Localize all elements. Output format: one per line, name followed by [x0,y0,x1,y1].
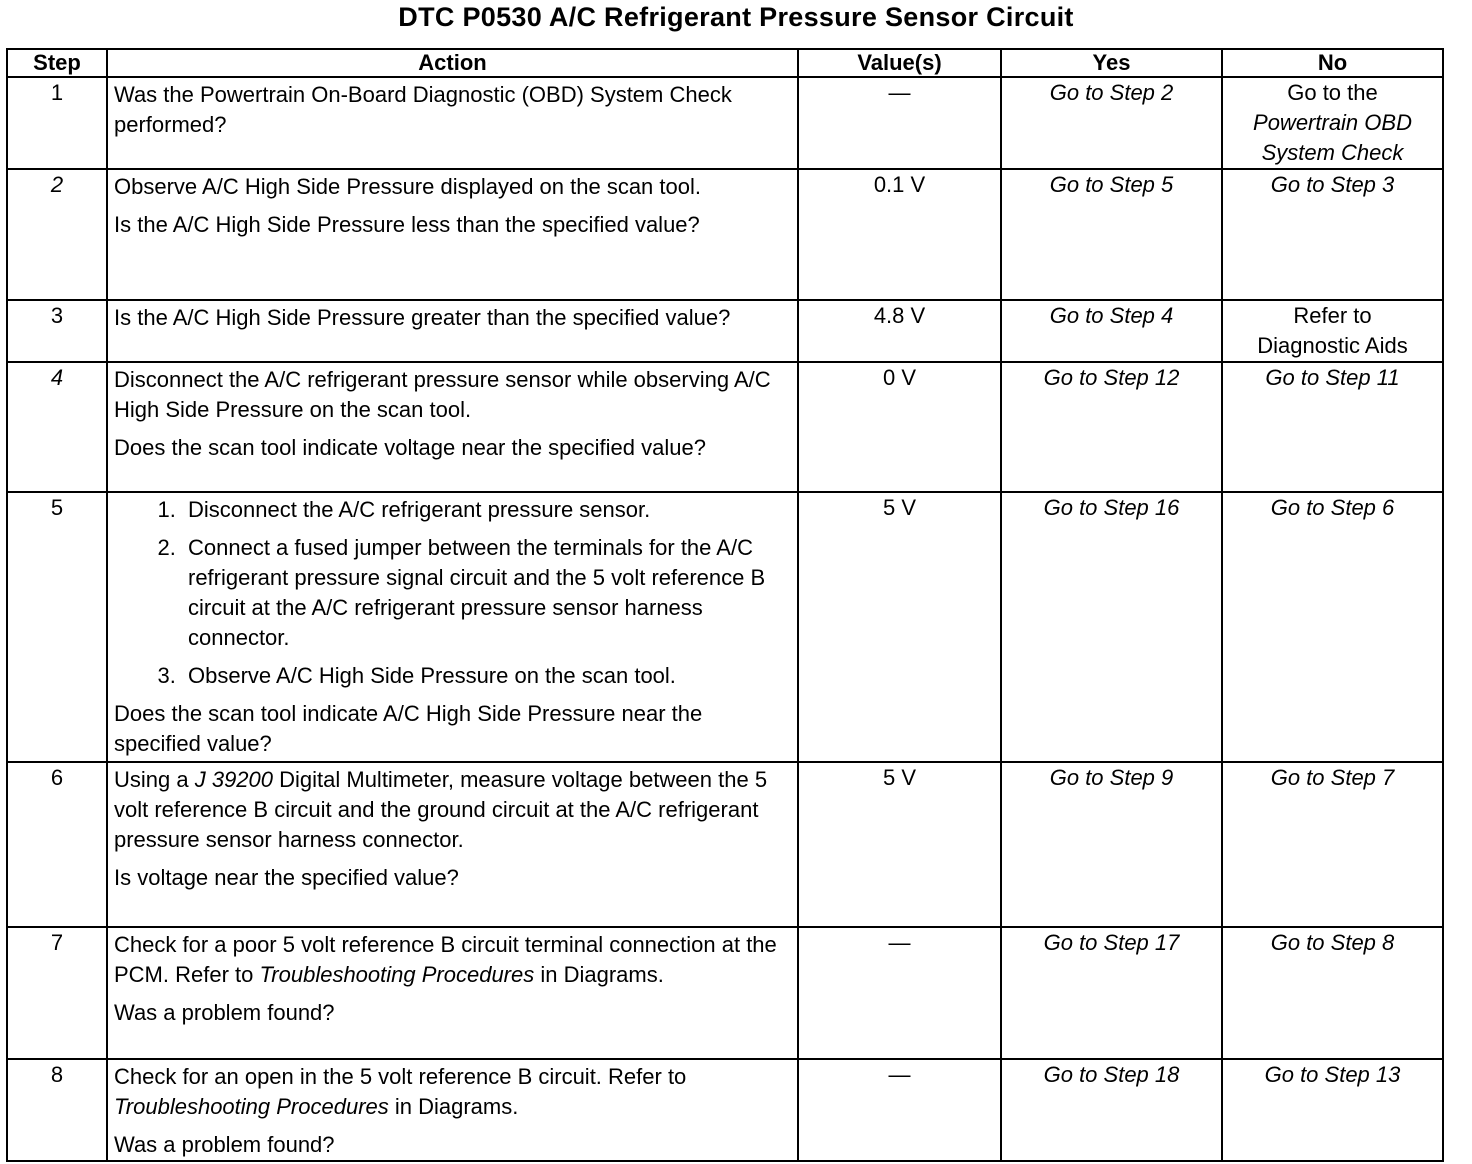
action-question: Was a problem found? [114,1132,335,1157]
tool-reference: J 39200 [194,767,274,792]
step-number: 8 [7,1059,107,1161]
action-text-part: in Diagrams. [388,1094,519,1119]
no-link[interactable]: Go to Step 6 [1222,492,1443,762]
no-link[interactable]: Go to Step 7 [1222,762,1443,927]
action-text [114,1062,791,1122]
procedure-reference[interactable]: Troubleshooting Procedures [259,962,535,987]
step-number: 3 [7,300,107,362]
yes-link[interactable]: Go to Step 17 [1001,927,1222,1059]
action-cell [107,762,798,927]
table-row [7,927,1443,1059]
action-cell [107,492,798,762]
action-question: Is voltage near the specified value? [114,865,459,890]
value-cell: 0.1 V [798,169,1001,300]
value-cell: 5 V [798,762,1001,927]
step-number: 2 [7,169,107,300]
yes-link[interactable]: Go to Step 2 [1001,77,1222,169]
table-header-row [7,49,1443,77]
action-text: Was the Powertrain On-Board Diagnostic (OBD) System Check performed? [114,82,732,137]
no-link[interactable]: Go to Step 8 [1222,927,1443,1059]
table-row [7,492,1443,762]
action-text-part: Digital Multimeter, measure voltage between the 5 volt reference B circuit and the ground circuit at the A/C refrigerant pressure sensor harness connector. [114,767,768,852]
action-text [114,930,791,990]
action-cell [107,169,798,300]
action-steps-list [114,495,791,691]
yes-link[interactable]: Go to Step 4 [1001,300,1222,362]
table-row [7,1059,1443,1161]
no-link[interactable]: Go to Step 3 [1222,169,1443,300]
value-cell: 0 V [798,362,1001,492]
no-link-line: System Check [1261,140,1404,165]
table-row [7,77,1443,169]
action-question: Does the scan tool indicate voltage near the specified value? [114,435,706,460]
action-text [114,765,791,855]
table-row [7,762,1443,927]
value-cell: — [798,77,1001,169]
action-text: Observe A/C High Side Pressure displayed on the scan tool. [114,174,701,199]
value-cell: — [798,927,1001,1059]
yes-link[interactable]: Go to Step 9 [1001,762,1222,927]
step-number: 7 [7,927,107,1059]
action-cell [107,1059,798,1161]
no-link[interactable] [1222,300,1443,362]
value-cell: — [798,1059,1001,1161]
header-action: Action [107,49,798,77]
yes-link[interactable]: Go to Step 16 [1001,492,1222,762]
value-cell: 4.8 V [798,300,1001,362]
step-number: 6 [7,762,107,927]
action-question: Does the scan tool indicate A/C High Side Pressure near the specified value? [114,701,703,756]
header-step: Step [7,49,107,77]
no-link[interactable] [1222,77,1443,169]
no-link-line: Diagnostic Aids [1257,333,1408,358]
action-question: Is the A/C High Side Pressure less than the specified value? [114,212,700,237]
step-number: 1 [7,77,107,169]
no-link-line: Refer to [1293,303,1372,328]
table-row [7,169,1443,300]
no-link-line: Go to the [1287,80,1378,105]
action-text: Disconnect the A/C refrigerant pressure sensor while observing A/C High Side Pressure on the scan tool. [114,367,771,422]
action-question: Was a problem found? [114,1000,335,1025]
action-cell [107,77,798,169]
yes-link[interactable]: Go to Step 18 [1001,1059,1222,1161]
header-yes: Yes [1001,49,1222,77]
table-row [7,300,1443,362]
action-cell [107,927,798,1059]
yes-link[interactable]: Go to Step 12 [1001,362,1222,492]
header-values: Value(s) [798,49,1001,77]
action-text-part: Using a [114,767,195,792]
list-item: 2. Connect a fused jumper between the terminals for the A/C refrigerant pressure signal circuit and the 5 volt reference B circuit at the A/C refrigerant pressure sensor harness connector. [182,533,791,653]
procedure-reference[interactable]: Troubleshooting Procedures [114,1094,389,1119]
action-question: Is the A/C High Side Pressure greater than the specified value? [114,305,731,330]
step-number: 5 [7,492,107,762]
step-number: 4 [7,362,107,492]
page-title: DTC P0530 A/C Refrigerant Pressure Sensor Circuit [398,2,1074,32]
action-cell [107,300,798,362]
action-text-part: Check for a poor 5 volt reference B circuit terminal connection at the PCM. Refer to [114,932,777,987]
table-row [7,362,1443,492]
no-link[interactable]: Go to Step 13 [1222,1059,1443,1161]
header-no: No [1222,49,1443,77]
list-item: 1. Disconnect the A/C refrigerant pressure sensor. [182,495,791,525]
yes-link[interactable]: Go to Step 5 [1001,169,1222,300]
action-text-part: in Diagrams. [534,962,664,987]
list-item: 3. Observe A/C High Side Pressure on the scan tool. [182,661,791,691]
action-text-part: Check for an open in the 5 volt reference B circuit. Refer to [114,1064,687,1089]
no-link-line: Powertrain OBD [1253,110,1412,135]
value-cell: 5 V [798,492,1001,762]
diagnostic-table [6,48,1444,1162]
no-link[interactable]: Go to Step 11 [1222,362,1443,492]
action-cell [107,362,798,492]
